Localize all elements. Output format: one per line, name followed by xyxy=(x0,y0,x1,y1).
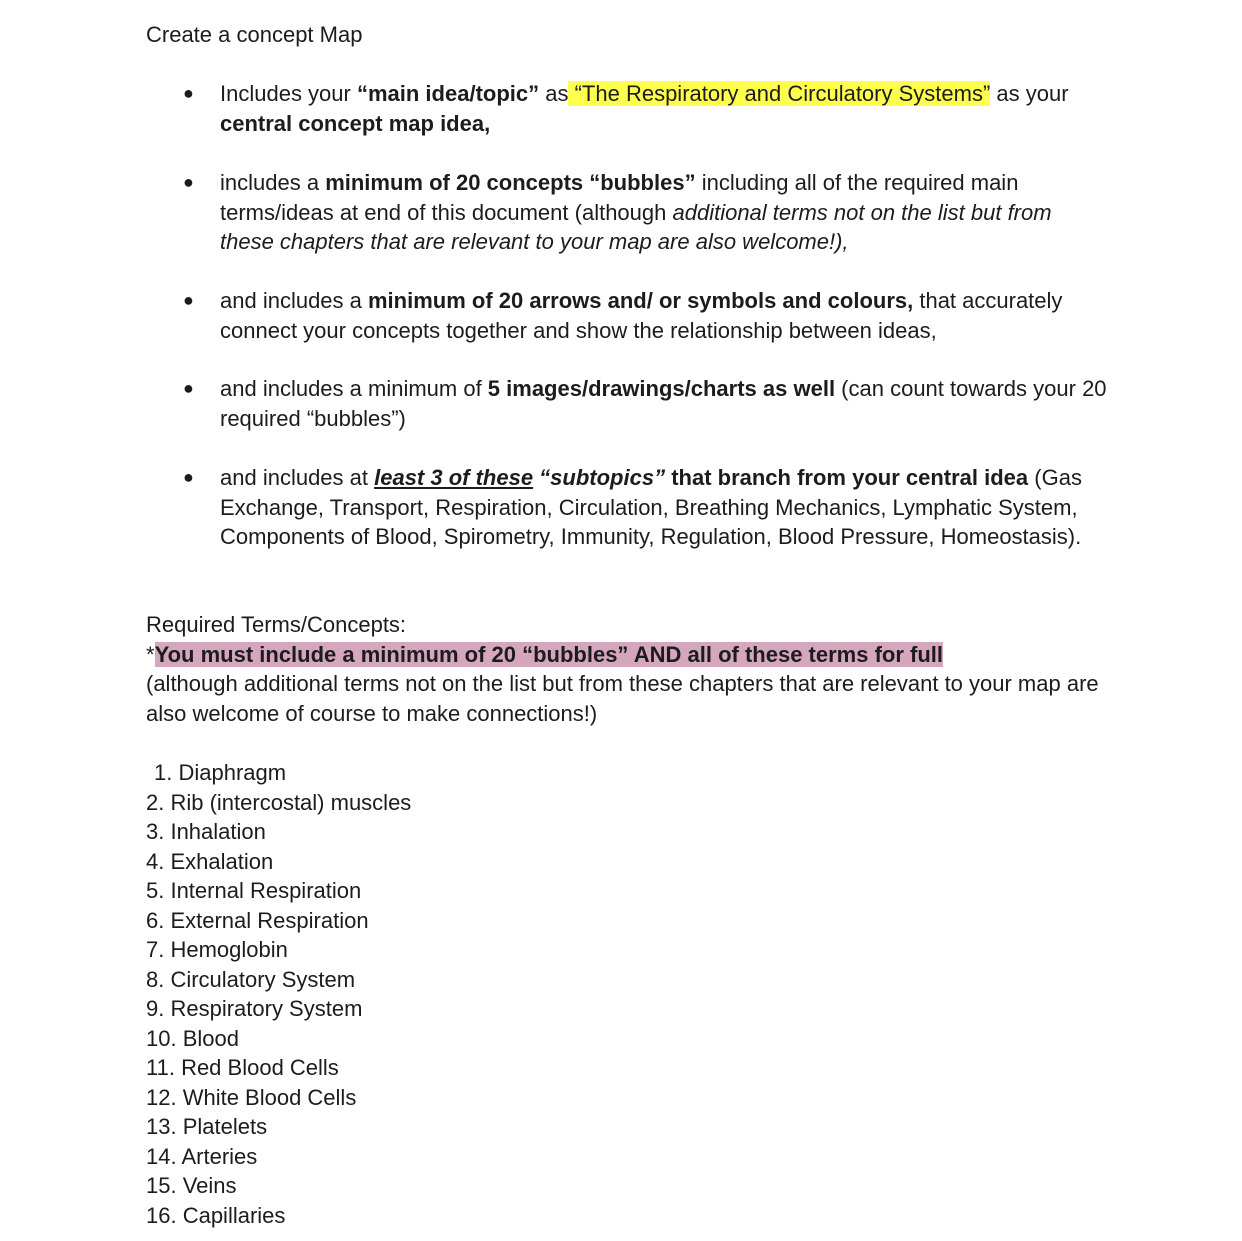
bullet-icon: ● xyxy=(183,378,194,398)
bullet-item-arrows xyxy=(183,286,1110,345)
bullet-bold-text: central concept map idea, xyxy=(220,110,491,136)
bullet-item-images xyxy=(183,374,1110,433)
bullet-icon: ● xyxy=(183,467,194,487)
list-item: 3. Inhalation xyxy=(146,819,266,844)
document-title: Create a concept Map xyxy=(146,22,363,47)
bullet-text: as xyxy=(539,81,569,106)
required-terms-section xyxy=(146,610,1106,728)
bullet-text: as your xyxy=(990,81,1069,106)
bullet-bold-text: minimum of 20 arrows and/ or symbols and colours, xyxy=(368,288,914,313)
bullet-item-main-idea xyxy=(183,79,1110,138)
bullet-icon: ● xyxy=(183,290,194,310)
bullet-text: includes a xyxy=(220,170,326,195)
list-item: 10. Blood xyxy=(146,1025,239,1051)
bullet-bold-underlined-text: least 3 of these xyxy=(374,465,534,490)
bullet-bold-text: “main idea/topic” xyxy=(356,81,540,106)
asterisk: * xyxy=(146,641,155,667)
bullet-text: and includes at xyxy=(220,465,375,490)
bullet-bold-text: minimum of 20 concepts “bubbles” xyxy=(325,170,696,195)
bullet-bold-text: 5 images/drawings/charts as well xyxy=(487,376,836,401)
bullet-text: (Gas Exchange, Transport, Respiration, Circulation, Breathing Mechanics, Lymphatic System, Components of Blood, Spirometry, Immunity, Regulation, Blood Pressure, Homeostasis). xyxy=(220,465,1082,549)
required-terms-note: (although additional terms not on the list but from these chapters that are relevant to your map are also welcome of course to make connections!) xyxy=(146,671,1099,726)
list-item: 9. Respiratory System xyxy=(146,996,363,1021)
list-item: 6. External Respiration xyxy=(146,907,369,933)
list-item: 11. Red Blood Cells xyxy=(146,1055,339,1080)
bullet-item-concepts xyxy=(183,168,1110,257)
highlighted-topic: “The Respiratory and Circulatory Systems” xyxy=(568,81,991,106)
required-terms-emphasis-line xyxy=(146,640,1106,670)
list-item: 13. Platelets xyxy=(146,1114,268,1139)
required-terms-heading: Required Terms/Concepts: xyxy=(146,612,407,637)
bullet-bold-text: that branch from your central idea xyxy=(665,465,1029,490)
bullet-text: and includes a xyxy=(220,288,368,313)
list-item: 2. Rib (intercostal) muscles xyxy=(146,789,412,815)
bullet-item-subtopics xyxy=(183,463,1110,552)
list-item: 16. Capillaries xyxy=(146,1202,286,1228)
bullet-text: that accurately connect your concepts together and show the relationship between ideas, xyxy=(220,288,1063,343)
list-item: 4. Exhalation xyxy=(146,848,274,874)
highlighted-requirement: You must include a minimum of 20 “bubbles” AND all of these terms for full xyxy=(154,641,943,667)
list-item: 15. Veins xyxy=(146,1173,237,1198)
required-terms-list xyxy=(146,758,411,1230)
list-item: 8. Circulatory System xyxy=(146,966,356,992)
list-item: 1. Diaphragm xyxy=(154,760,287,785)
bullet-italic-text: additional terms not on the list but from these chapters that are relevant to your map are also welcome!), xyxy=(220,199,1052,254)
list-item: 12. White Blood Cells xyxy=(146,1084,357,1110)
bullet-icon: ● xyxy=(183,83,194,103)
bullet-icon: ● xyxy=(183,172,194,192)
bullet-bold-italic-text: “subtopics” xyxy=(533,465,666,490)
bullet-text: including all of the required main terms/ideas at end of this document (although xyxy=(220,170,1019,225)
list-item: 7. Hemoglobin xyxy=(146,937,288,962)
bullet-text: Includes your xyxy=(220,81,357,106)
bullet-text: (can count towards your 20 required “bubbles”) xyxy=(220,376,1107,431)
bullet-text: and includes a minimum of xyxy=(220,376,488,401)
list-item: 14. Arteries xyxy=(146,1143,258,1169)
list-item: 5. Internal Respiration xyxy=(146,878,362,903)
